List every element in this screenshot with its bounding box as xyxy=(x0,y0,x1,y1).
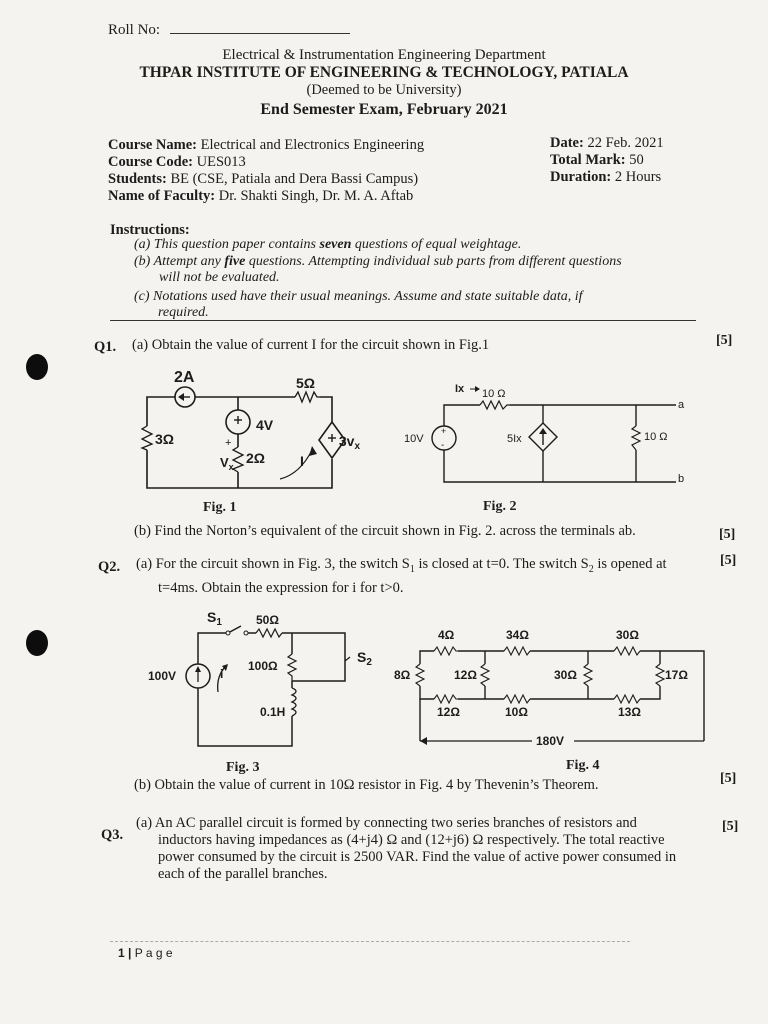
fig3-circuit xyxy=(140,606,380,756)
fig4-circuit xyxy=(392,624,712,754)
fig1-caption: Fig. 1 xyxy=(203,500,237,515)
q2a-line2: t=4ms. Obtain the expression for i for t>0. xyxy=(158,579,404,596)
page-separator: | xyxy=(124,946,135,960)
fig1-r3-resistor xyxy=(142,426,152,450)
punch-hole-bottom xyxy=(26,630,48,656)
fig4-r34-resistor xyxy=(504,647,530,655)
fig1-r2-resistor xyxy=(233,447,243,472)
fig4-r8-resistor xyxy=(416,664,424,686)
punch-hole-top xyxy=(26,354,48,380)
course-code-value: UES013 xyxy=(196,154,246,170)
fig2-label-10ohm-a: 10 Ω xyxy=(482,388,506,400)
faculty-value: Dr. Shakti Singh, Dr. M. A. Aftab xyxy=(218,188,414,204)
fig2-label-ix: Ix xyxy=(455,383,465,395)
instructions-list xyxy=(134,237,622,321)
instructions-divider xyxy=(110,320,696,321)
fig2-label-10v: 10V xyxy=(404,433,424,445)
fig4-r12b-resistor xyxy=(434,695,458,703)
q3a-line1: (a) An AC parallel circuit is formed by connecting two series branches of resistors and xyxy=(136,815,637,831)
exam-meta xyxy=(550,135,664,186)
fig1-label-2ohm: 2Ω xyxy=(246,450,266,466)
date-value: 22 Feb. 2021 xyxy=(587,135,664,151)
q1-number: Q1. xyxy=(94,339,117,355)
instruction-a-text2: questions of equal weightage. xyxy=(351,237,522,252)
q3a-line3: power consumed by the circuit is 2500 VAR. Find the value of active power consumed in xyxy=(158,849,677,865)
fig3-caption: Fig. 3 xyxy=(226,760,260,775)
duration-value: 2 Hours xyxy=(614,169,662,185)
fig4-label-13ohm: 13Ω xyxy=(618,705,641,719)
department: Electrical & Instrumentation Engineering Department xyxy=(222,47,546,63)
q1a-text: (a) Obtain the value of current I for the circuit shown in Fig.1 xyxy=(132,337,490,353)
fig1-r5-resistor xyxy=(295,392,320,402)
course-info xyxy=(108,137,424,205)
q1b-text: (b) Find the Norton’s equivalent of the circuit shown in Fig. 2. across the terminals ab. xyxy=(134,523,636,539)
fig4-r13-resistor xyxy=(614,695,640,703)
q2b-marks: [5] xyxy=(720,771,737,786)
fig2-label-b: b xyxy=(678,473,685,485)
fig2-label-10ohm-b: 10 Ω xyxy=(644,431,668,443)
fig4-label-4ohm: 4Ω xyxy=(438,628,455,642)
instruction-a-text1: (a) This question paper contains xyxy=(134,237,320,252)
fig4-caption: Fig. 4 xyxy=(566,758,600,773)
course-code-row xyxy=(108,154,424,171)
fig2-label-5ix: 5Ix xyxy=(507,433,522,445)
instruction-c: (c) Notations used have their usual meanings. Assume and state suitable data, if xyxy=(134,289,583,304)
q1a-marks: [5] xyxy=(716,333,733,348)
fig4-label-30ohm-b: 30Ω xyxy=(554,668,577,682)
fig4-r4-resistor xyxy=(434,647,458,655)
instructions-title: Instructions: xyxy=(110,222,190,238)
fig4-label-180v: 180V xyxy=(536,734,565,748)
course-name-value: Electrical and Electronics Engineering xyxy=(200,137,425,153)
fig2-r10b-resistor xyxy=(632,426,640,450)
page-word: P a g e xyxy=(134,946,173,960)
fig1-label-5ohm: 5Ω xyxy=(296,375,316,391)
duration-row xyxy=(550,169,664,186)
fig3-label-100ohm: 100Ω xyxy=(248,659,278,673)
page-footer xyxy=(118,946,173,960)
institute-title: THPAR INSTITUTE OF ENGINEERING & TECHNOLOGY, PATIALA xyxy=(139,64,629,81)
fig4-label-10ohm: 10Ω xyxy=(505,705,528,719)
instruction-b-bold: five xyxy=(224,254,246,269)
q2-number: Q2. xyxy=(98,559,121,575)
fig2-label-a: a xyxy=(678,399,685,411)
q3a-line2: inductors having impedances as (4+j4) Ω and (12+j6) Ω respectively. The total reactive xyxy=(158,832,665,848)
date-label: Date: xyxy=(550,135,584,151)
fig1-circuit xyxy=(130,364,360,494)
svg-text:+: + xyxy=(441,426,447,436)
instruction-b xyxy=(134,254,622,270)
footer-rule xyxy=(110,941,630,942)
q1b-marks: [5] xyxy=(719,527,736,542)
fig2-circuit xyxy=(400,378,700,488)
total-mark-value: 50 xyxy=(629,152,644,168)
instruction-b-text2: questions. Attempting individual sub parts from different questions xyxy=(245,254,622,269)
q3a-text xyxy=(136,815,712,883)
q2a-line1: (a) For the circuit shown in Fig. 3, the switch $S_1$ is closed at t=0. The switch $S_2$ is opened at xyxy=(136,556,667,575)
fig1-current-arrow xyxy=(280,450,312,479)
fig4-r30a-resistor xyxy=(614,647,640,655)
fig3-label-01h: 0.1H xyxy=(260,705,286,719)
duration-label: Duration: xyxy=(550,169,612,185)
instruction-a-bold: seven xyxy=(319,237,352,252)
students-row xyxy=(108,171,424,188)
course-name-label: Course Name: xyxy=(108,137,197,153)
fig4-label-17ohm: 17Ω xyxy=(665,668,688,682)
fig1-label-2a: 2A xyxy=(174,369,195,386)
students-value: BE (CSE, Patiala and Dera Bassi Campus) xyxy=(170,171,419,187)
fig1-label-i: I xyxy=(300,453,304,469)
q3-number: Q3. xyxy=(101,827,124,843)
q3a-line4: each of the parallel branches. xyxy=(158,866,328,882)
svg-text:-: - xyxy=(441,440,445,451)
roll-no xyxy=(108,22,350,39)
faculty-label: Name of Faculty: xyxy=(108,188,216,204)
fig3-label-s2: $S_2$ xyxy=(357,649,372,668)
roll-no-blank xyxy=(170,33,350,34)
fig4-label-34ohm: 34Ω xyxy=(506,628,529,642)
fig4-label-30ohm-a: 30Ω xyxy=(616,628,639,642)
q2a-marks: [5] xyxy=(720,553,737,568)
fig1-label-4v: 4V xyxy=(256,417,274,433)
fig4-label-12ohm-a: 12Ω xyxy=(454,668,477,682)
instruction-c-cont: required. xyxy=(158,305,209,320)
fig3-label-50ohm: 50Ω xyxy=(256,613,279,627)
fig3-r50-resistor xyxy=(256,629,282,637)
course-name-row xyxy=(108,137,424,154)
instruction-a xyxy=(134,237,622,253)
q2b-text: (b) Obtain the value of current in 10Ω resistor in Fig. 4 by Thevenin’s Theorem. xyxy=(134,777,599,793)
fig1-label-3ohm: 3Ω xyxy=(155,431,175,447)
fig4-r30b-resistor xyxy=(584,664,592,686)
fig3-label-i: i xyxy=(220,667,224,681)
fig3-label-100v: 100V xyxy=(148,669,177,683)
fig4-label-12ohm-b: 12Ω xyxy=(437,705,460,719)
total-mark-label: Total Mark: xyxy=(550,152,626,168)
exam-title: End Semester Exam, February 2021 xyxy=(260,101,508,118)
fig1-label-3vx: $3v_x$ xyxy=(338,433,360,452)
fig4-r10-resistor xyxy=(504,695,530,703)
instruction-b-text1: (b) Attempt any xyxy=(134,254,225,269)
course-code-label: Course Code: xyxy=(108,154,193,170)
fig4-label-8ohm: 8Ω xyxy=(394,668,411,682)
fig4-r12a-resistor xyxy=(481,664,489,686)
date-row xyxy=(550,135,664,152)
fig2-r10a-resistor xyxy=(480,401,510,409)
students-label: Students: xyxy=(108,171,167,187)
fig1-label-vx: $V_x$ xyxy=(220,455,234,472)
total-mark-row xyxy=(550,152,664,169)
fig1-label-plus: + xyxy=(225,437,232,449)
fig3-r100-resistor xyxy=(288,654,296,681)
fig4-r17-resistor xyxy=(656,664,664,686)
q3a-marks: [5] xyxy=(722,819,739,834)
roll-no-label: Roll No: xyxy=(108,22,161,38)
q2a-text xyxy=(136,555,667,597)
fig3-label-s1: $S_1$ xyxy=(207,609,222,628)
fig3-inductor xyxy=(292,688,296,716)
fig2-caption: Fig. 2 xyxy=(483,499,517,514)
deemed-university: (Deemed to be University) xyxy=(306,82,462,98)
faculty-row xyxy=(108,188,424,205)
instruction-b-cont: will not be evaluated. xyxy=(159,270,280,285)
page-number: 1 xyxy=(118,946,125,960)
